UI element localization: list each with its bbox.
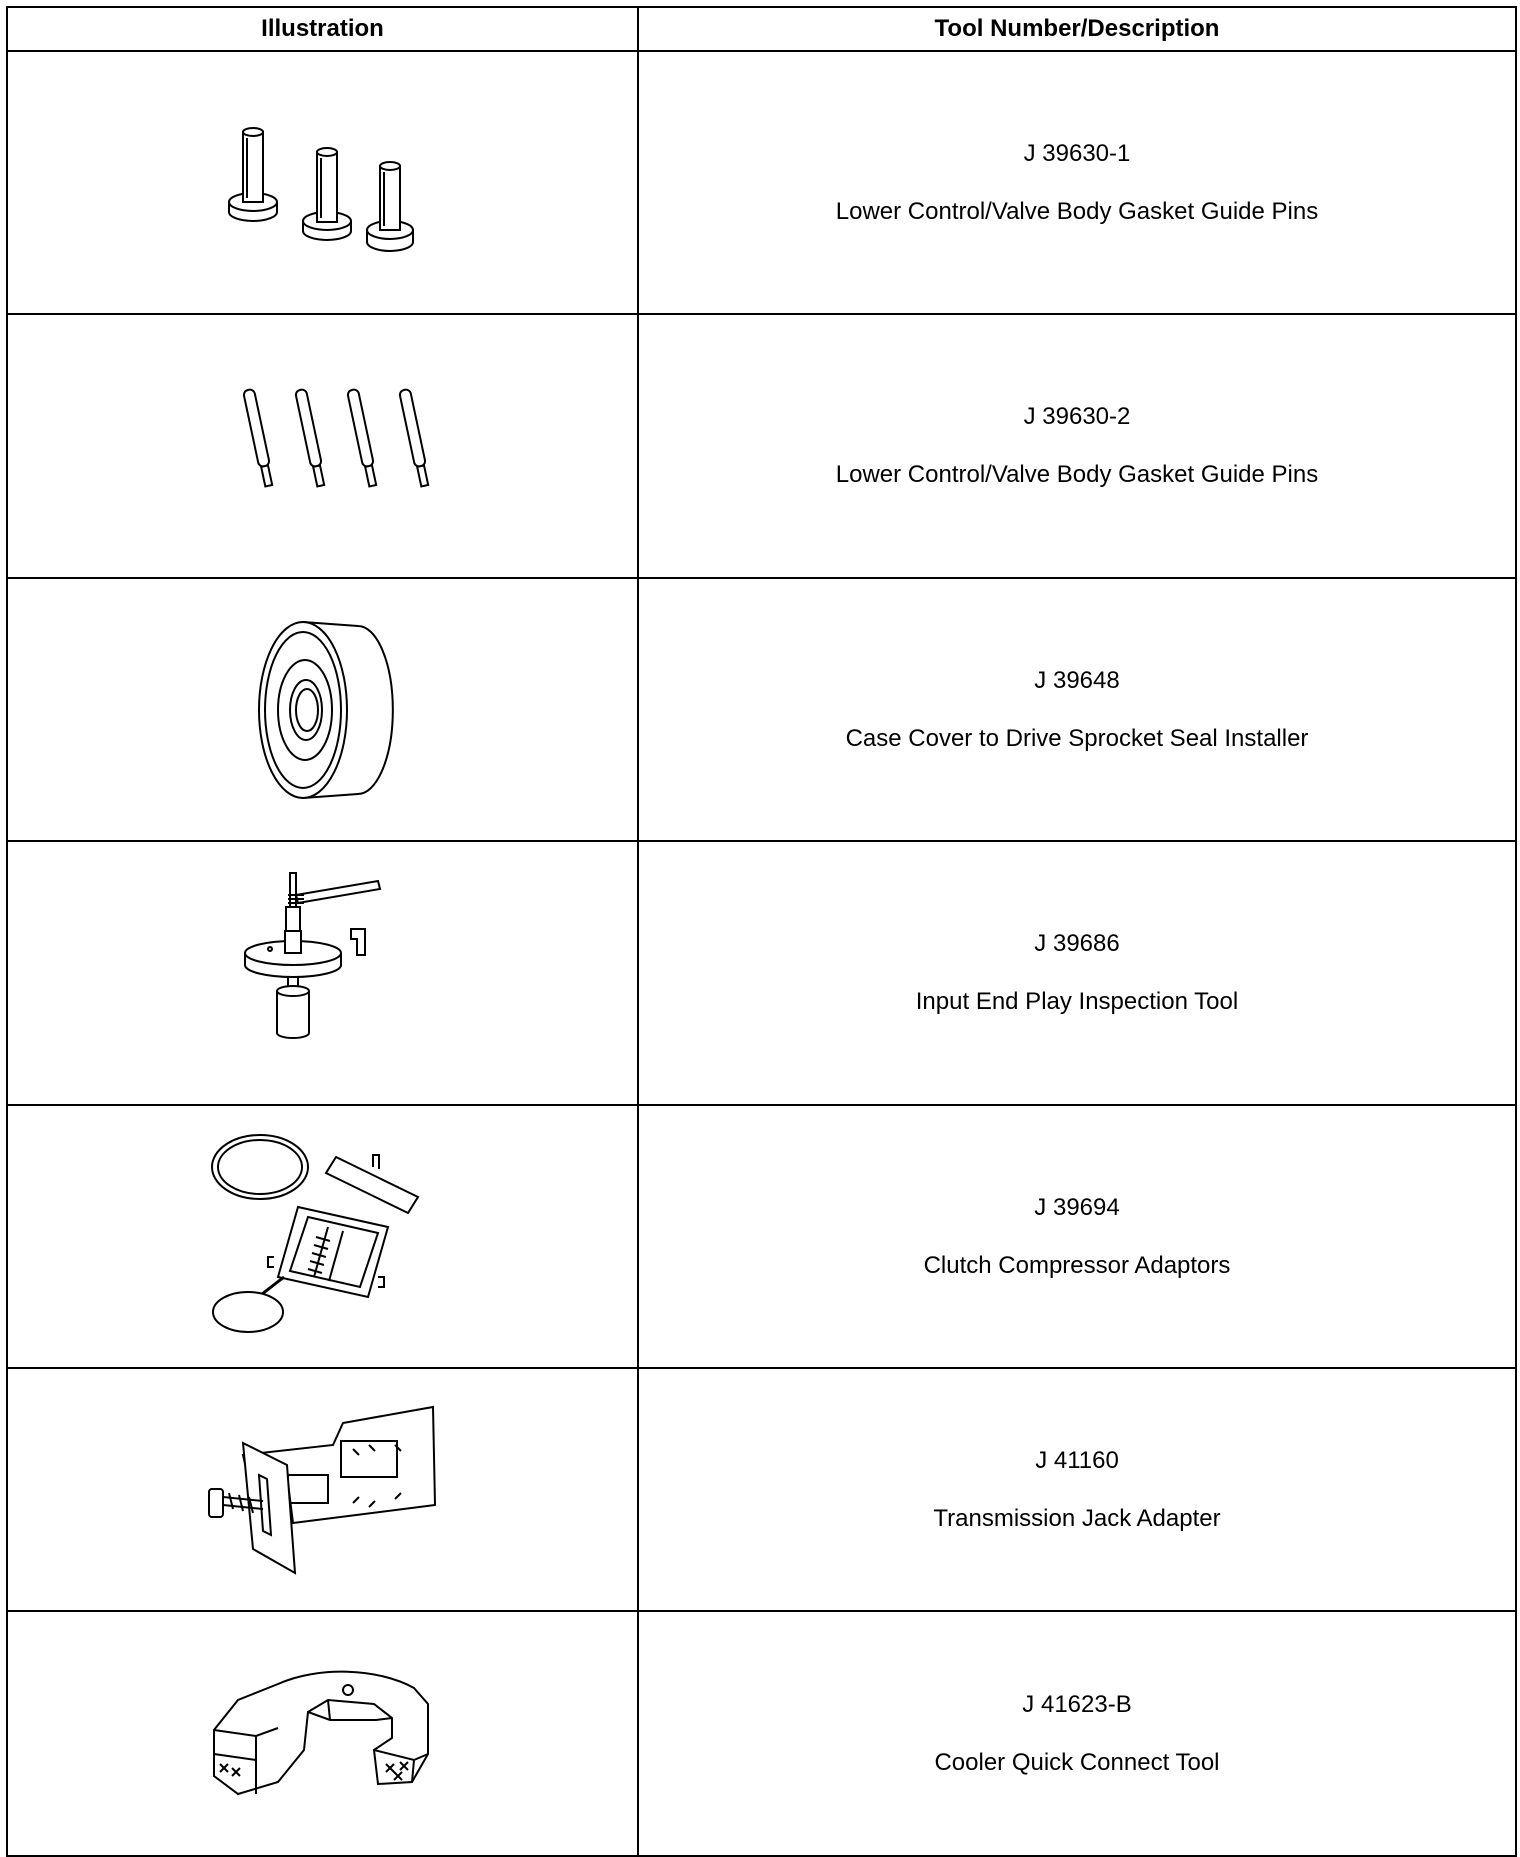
description-cell	[638, 51, 1516, 314]
illustration-cell	[7, 314, 638, 578]
tool-number: J 39630-2	[1023, 403, 1131, 430]
tool-number: J 39686	[1034, 930, 1120, 957]
four-guide-pins-icon	[223, 391, 423, 501]
tool-description: Transmission Jack Adapter	[933, 1504, 1221, 1532]
table-row	[7, 1105, 1516, 1368]
clutch-compressor-icon	[208, 1127, 438, 1347]
header-row	[7, 7, 1516, 51]
table-row	[7, 314, 1516, 578]
quick-connect-tool-icon	[208, 1664, 438, 1804]
tool-number: J 39648	[1034, 666, 1120, 694]
description-cell	[638, 314, 1516, 578]
tool-number: J 41160	[1035, 1446, 1119, 1474]
illustration-cell	[7, 578, 638, 841]
tool-number: J 41623-B	[1022, 1690, 1132, 1718]
illustration-cell	[7, 841, 638, 1105]
table-row	[7, 1368, 1516, 1611]
description-cell	[638, 1368, 1516, 1611]
seal-installer-icon	[253, 620, 393, 800]
table-row	[7, 578, 1516, 841]
tool-description: Lower Control/Valve Body Gasket Guide Pins	[835, 461, 1319, 488]
tool-header: Tool Number/Description	[638, 7, 1516, 51]
illustration-header: Illustration	[7, 7, 638, 51]
description-cell	[638, 1611, 1516, 1856]
tool-number: J 39630-1	[1023, 139, 1131, 167]
tool-number: J 39694	[1034, 1193, 1120, 1221]
three-guide-pins-icon	[223, 118, 423, 248]
jack-adapter-icon	[203, 1405, 443, 1575]
tool-description: Clutch Compressor Adaptors	[923, 1251, 1231, 1279]
table-row	[7, 51, 1516, 314]
description-cell	[638, 578, 1516, 841]
tool-description: Case Cover to Drive Sprocket Seal Installer	[845, 724, 1309, 752]
tool-description: Lower Control/Valve Body Gasket Guide Pins	[835, 197, 1319, 225]
table-row	[7, 841, 1516, 1105]
description-cell	[638, 841, 1516, 1105]
tool-description: Cooler Quick Connect Tool	[934, 1748, 1220, 1776]
description-cell	[638, 1105, 1516, 1368]
table-row	[7, 1611, 1516, 1856]
illustration-cell	[7, 1368, 638, 1611]
end-play-tool-icon	[248, 873, 398, 1073]
illustration-cell	[7, 1105, 638, 1368]
illustration-cell	[7, 1611, 638, 1856]
tool-description: Input End Play Inspection Tool	[915, 988, 1239, 1015]
illustration-cell	[7, 51, 638, 314]
special-tools-table	[6, 6, 1517, 1857]
